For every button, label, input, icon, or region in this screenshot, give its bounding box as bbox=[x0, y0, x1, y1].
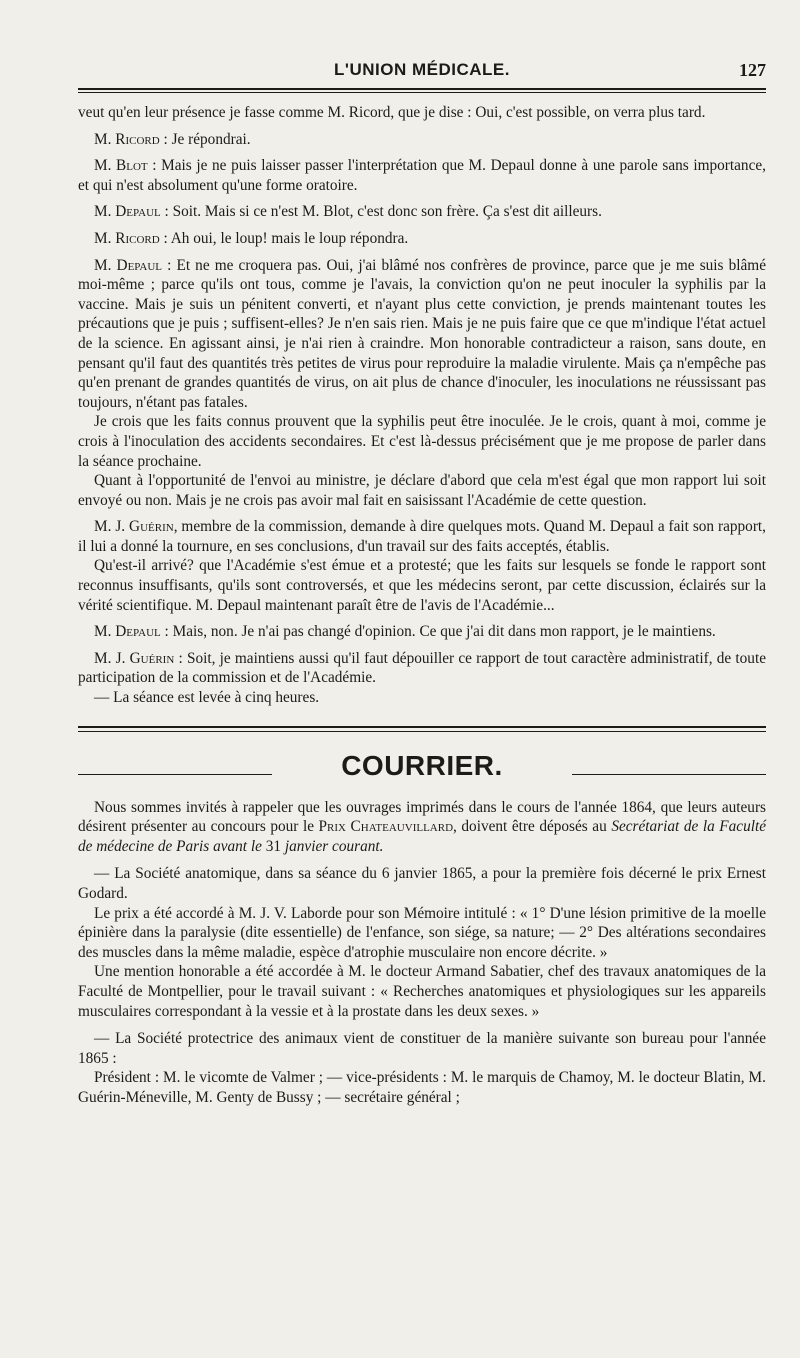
text-run: Nous sommes invités à rappeler que les ouvrages imprimés dans le cours de l'année 1864, que leurs auteurs désirent présenter au concours pour le bbox=[78, 798, 766, 836]
speaker-paragraph bbox=[78, 229, 766, 249]
paragraph: Le prix a été accordé à M. J. V. Laborde pour son Mémoire intitulé : « 1° D'une lésion primitive de la moelle épinière dans la paralysie (dite essentielle) de l'enfance, son siége, sa nature; — 2° Des altérations secondaires des muscles dans la même maladie, espèce d'atrophie musculaire non encore décrite. » bbox=[78, 904, 766, 961]
speaker-text: : Je répondrai. bbox=[159, 130, 251, 148]
speaker-name: M. J. Guérin bbox=[94, 649, 175, 667]
speaker-text: : Soit. Mais si ce n'est M. Blot, c'est donc son frère. Ça s'est dit ailleurs. bbox=[160, 203, 602, 221]
speaker-paragraph bbox=[78, 517, 766, 556]
page bbox=[78, 52, 766, 1108]
paragraph: Président : M. le vicomte de Valmer ; — vice-présidents : M. le marquis de Chamoy, M. le docteur Blatin, M. Guérin-Méneville, M. Genty de Bussy ; — secrétaire général ; bbox=[78, 1069, 766, 1106]
speaker-text: : Ah oui, le loup! mais le loup répondra. bbox=[159, 229, 409, 247]
deposit-location: Secrétariat de la Faculté de médecine de Paris avant le bbox=[78, 818, 767, 855]
speaker-name: M. Depaul bbox=[94, 256, 163, 274]
deadline: janvier courant. bbox=[284, 837, 384, 855]
speaker-name: M. Ricord bbox=[94, 130, 160, 148]
paragraph: — La Société anatomique, dans sa séance du 6 janvier 1865, a pour la première fois décerné le prix Ernest Godard. bbox=[78, 865, 766, 902]
paragraph: Qu'est-il arrivé? que l'Académie s'est émue et a protesté; que les faits sur lesquels se fonde le rapport sont reconnus insuffisants, qu'ils sont controversés, et que les médecins seront, par cette discussion, éclairés sur la vérité scientifique. M. Depaul maintenant paraît être de l'avis de l'Académie... bbox=[78, 557, 766, 614]
paragraph: veut qu'en leur présence je fasse comme M. Ricord, que je dise : Oui, c'est possible, on verra plus tard. bbox=[78, 104, 706, 121]
text-run: 31 bbox=[261, 837, 285, 855]
speaker-paragraph bbox=[78, 622, 766, 642]
debate-text bbox=[78, 103, 766, 708]
speaker-name: M. J. Guérin bbox=[94, 518, 174, 536]
courrier-text bbox=[78, 798, 766, 1108]
prize-announcement bbox=[78, 798, 766, 857]
speaker-name: M. Depaul bbox=[94, 203, 161, 221]
paragraph: — La Société protectrice des animaux vient de constituer de la manière suivante son bureau pour l'année 1865 : bbox=[78, 1030, 766, 1067]
speaker-text: : Soit, je maintiens aussi qu'il faut dépouiller ce rapport de tout caractère administratif, de toute participation de la commission et de l'Académie. bbox=[78, 649, 766, 687]
speaker-paragraph bbox=[78, 256, 766, 413]
speaker-paragraph bbox=[78, 202, 766, 222]
text-run: , doivent être déposés au bbox=[453, 818, 612, 836]
journal-title: L'UNION MÉDICALE. bbox=[334, 60, 510, 79]
paragraph: Quant à l'opportunité de l'envoi au ministre, je déclare d'abord que cela m'est égal que mon rapport lui soit envoyé ou non. Mais je ne crois pas avoir mal fait en saisissant l'Académie de cette question. bbox=[78, 472, 766, 509]
page-number: 127 bbox=[739, 60, 766, 80]
running-header bbox=[78, 52, 766, 90]
speaker-name: M. Depaul bbox=[94, 623, 161, 641]
header-rule bbox=[78, 92, 766, 93]
section-divider bbox=[78, 726, 766, 732]
paragraph: — La séance est levée à cinq heures. bbox=[94, 689, 320, 707]
speaker-text: : Et ne me croquera pas. Oui, j'ai blâmé nos confrères de province, parce que je me suis blâmé moi-même ; parce qu'ils ont tous, comme je l'avais, la conviction qu'on ne peut inoculer la syphilis par la vaccine. Mais je suis un pénitent converti, et n'ayant plus cette conviction, je prends maintenant toutes les précautions que je puis ; suffisent-elles? Je n'en sais rien. Mais je ne puis faire que ce que m'indique l'état actuel de la science. En agissant ainsi, je n'ai rien à craindre. Mon honorable contradicteur a raison, sans doute, en pensant qu'il faut des quantités très petites de virus pour reproduire la maladie virulente. Mais ça n'empêche pas qu'en prenant de grandes quantités de virus, on ait plus de chance d'inoculer, les inoculations ne réussissant pas toujours, n'étant pas fatales. bbox=[78, 256, 766, 411]
speaker-text: , membre de la commission, demande à dire quelques mots. Quand M. Depaul a fait son rapport, il lui a donné la tournure, en ses conclusions, d'un travail sur des faits acceptés, établis. bbox=[78, 518, 766, 555]
speaker-paragraph bbox=[78, 130, 766, 150]
courrier-heading: COURRIER. bbox=[341, 749, 503, 781]
prize-name: Prix Chateauvillard bbox=[318, 818, 454, 836]
speaker-paragraph bbox=[78, 649, 766, 688]
paragraph: Une mention honorable a été accordée à M. le docteur Armand Sabatier, chef des travaux anatomiques de la Faculté de Montpellier, pour le travail suivant : « Recherches anatomiques et physiologiques sur les appareils musculaires correspondant à la vessie et à la prostate dans les deux sexes. » bbox=[78, 963, 766, 1020]
speaker-text: : Mais je ne puis laisser passer l'interprétation que M. Depaul donne à une parole sans importance, et qui n'est absolument qu'une forme oratoire. bbox=[78, 157, 766, 194]
paragraph: Je crois que les faits connus prouvent que la syphilis peut être inoculée. Je le crois, quant à moi, comme je crois à l'inoculation des accidents secondaires. Et c'est là-dessus précisément que je me propose de parler dans la séance prochaine. bbox=[78, 413, 766, 470]
speaker-name: M. Ricord bbox=[94, 229, 160, 247]
courrier-section-heading bbox=[78, 746, 766, 786]
speaker-name: M. Blot bbox=[94, 157, 148, 175]
speaker-text: : Mais, non. Je n'ai pas changé d'opinion. Ce que j'ai dit dans mon rapport, je le maintiens. bbox=[160, 623, 716, 641]
heading-rule-right bbox=[572, 774, 766, 775]
speaker-paragraph bbox=[78, 156, 766, 195]
